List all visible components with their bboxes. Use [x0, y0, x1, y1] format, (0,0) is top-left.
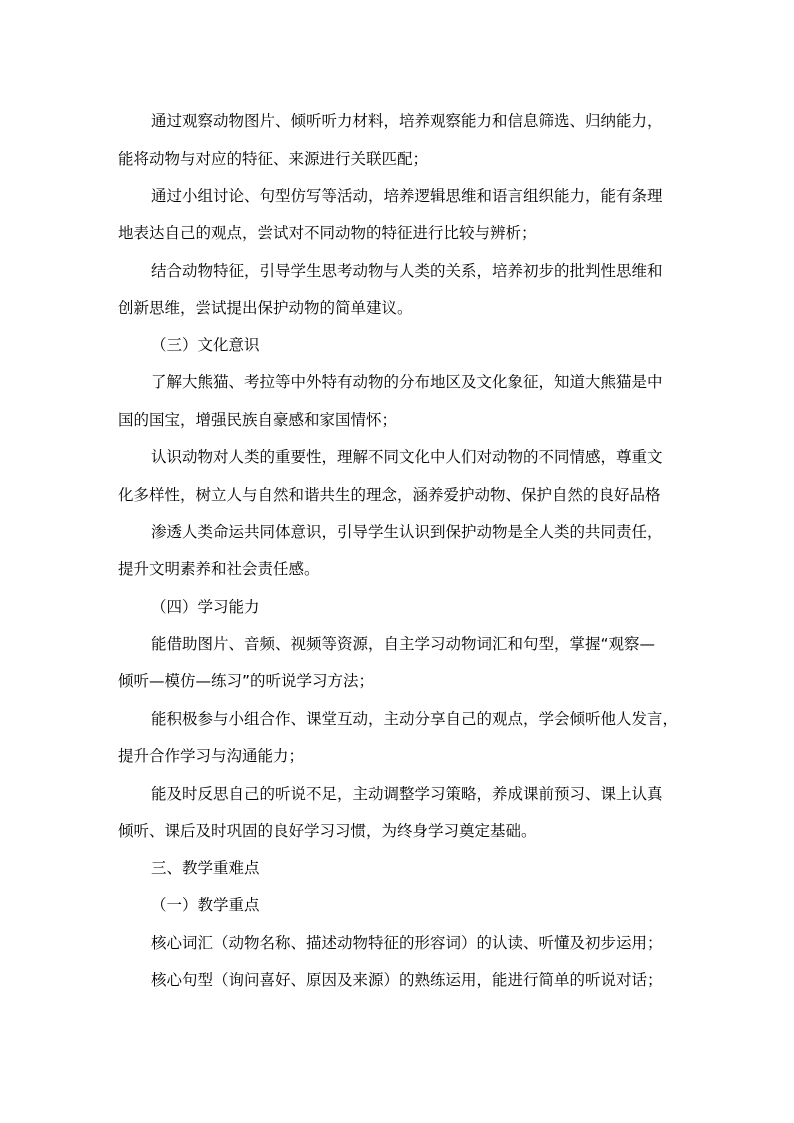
paragraph-line: 通过小组讨论、句型仿写等活动，培养逻辑思维和语言组织能力，能有条理 [151, 187, 663, 205]
paragraph-line: 地表达自己的观点，尝试对不同动物的特征进行比较与辨析； [118, 224, 537, 242]
subsection-heading: （一）教学重点 [151, 896, 260, 914]
paragraph-line: 化多样性，树立人与自然和谐共生的理念，涵养爱护动物、保护自然的良好品格 [118, 486, 661, 504]
section-heading: 三、教学重难点 [151, 859, 260, 877]
paragraph-line: 结合动物特征，引导学生思考动物与人类的关系，培养初步的批判性思维和 [151, 262, 663, 280]
paragraph-line: 认识动物对人类的重要性，理解不同文化中人们对动物的不同情感，尊重文 [151, 448, 663, 466]
section-heading: （四）学习能力 [151, 598, 260, 616]
paragraph-line: 核心句型（询问喜好、原因及来源）的熟练运用，能进行简单的听说对话； [151, 971, 663, 989]
paragraph-line: 渗透人类命运共同体意识，引导学生认识到保护动物是全人类的共同责任， [151, 523, 663, 541]
section-heading: （三）文化意识 [151, 336, 260, 354]
paragraph-line: 倾听—模仿—练习”的听说学习方法； [118, 672, 375, 690]
paragraph-line: 能积极参与小组合作、课堂互动，主动分享自己的观点，学会倾听他人发言， [151, 710, 679, 728]
paragraph-line: 通过观察动物图片、倾听听力材料，培养观察能力和信息筛选、归纳能力， [151, 112, 663, 130]
paragraph-line: 核心词汇（动物名称、描述动物特征的形容词）的认读、听懂及初步运用； [151, 934, 663, 952]
paragraph-line: 倾听、课后及时巩固的良好学习习惯，为终身学习奠定基础。 [118, 822, 537, 840]
paragraph-line: 提升文明素养和社会责任感。 [118, 560, 320, 578]
paragraph-line: 能及时反思自己的听说不足，主动调整学习策略，养成课前预习、课上认真 [151, 785, 663, 803]
paragraph-line: 创新思维，尝试提出保护动物的简单建议。 [118, 299, 413, 317]
paragraph-line: 能借助图片、音频、视频等资源，自主学习动物词汇和句型，掌握“观察— [151, 635, 656, 653]
paragraph-line: 提升合作学习与沟通能力； [118, 747, 305, 765]
paragraph-line: 国的国宝，增强民族自豪感和家国情怀； [118, 411, 398, 429]
paragraph-line: 能将动物与对应的特征、来源进行关联匹配； [118, 150, 429, 168]
paragraph-line: 了解大熊猫、考拉等中外特有动物的分布地区及文化象征，知道大熊猫是中 [151, 373, 663, 391]
